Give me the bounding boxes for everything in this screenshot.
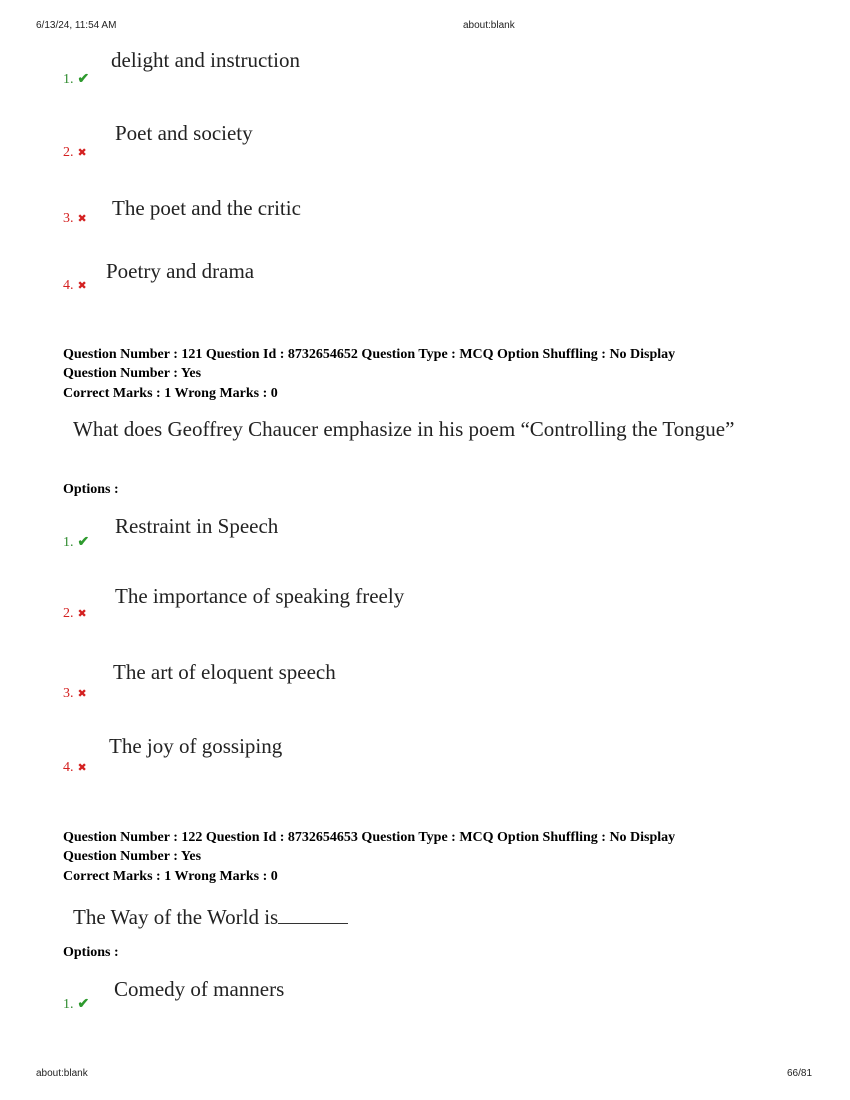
print-datetime: 6/13/24, 11:54 AM bbox=[36, 20, 117, 31]
option-text: The joy of gossiping bbox=[109, 734, 283, 758]
option-item bbox=[63, 46, 763, 86]
option-item bbox=[63, 584, 763, 624]
option-text: Restraint in Speech bbox=[115, 514, 279, 538]
option-text: Poet and society bbox=[115, 121, 253, 145]
option-number: 2. ✖ bbox=[63, 145, 87, 160]
option-text: Comedy of manners bbox=[114, 977, 285, 1001]
option-number: 1. ✔ bbox=[63, 72, 90, 87]
question-text: What does Geoffrey Chaucer emphasize in his poem “Controlling the Tongue” bbox=[73, 417, 735, 441]
options-label: Options : bbox=[63, 945, 119, 960]
question-meta bbox=[63, 829, 675, 887]
cross-icon: ✖ bbox=[77, 213, 87, 225]
question-display-line: Question Number : Yes bbox=[63, 848, 202, 864]
marks-line: Correct Marks : 1 Wrong Marks : 0 bbox=[63, 386, 278, 401]
option-number: 2. ✖ bbox=[63, 606, 87, 621]
option-item bbox=[63, 258, 763, 298]
cross-icon: ✖ bbox=[77, 147, 87, 159]
option-number: 4. ✖ bbox=[63, 760, 87, 775]
cross-icon: ✖ bbox=[77, 608, 87, 620]
option-text: delight and instruction bbox=[111, 48, 300, 72]
option-number: 4. ✖ bbox=[63, 278, 87, 293]
question-display-line: Question Number : Yes bbox=[63, 365, 202, 381]
option-item bbox=[63, 196, 763, 236]
option-text: Poetry and drama bbox=[106, 259, 255, 283]
question-text bbox=[73, 904, 773, 931]
check-icon: ✔ bbox=[77, 535, 90, 550]
question-text-content: The Way of the World is bbox=[73, 905, 279, 929]
cross-icon: ✖ bbox=[77, 280, 87, 292]
option-item bbox=[63, 660, 763, 700]
print-url-header: about:blank bbox=[463, 20, 515, 31]
options-label: Options : bbox=[63, 482, 119, 497]
question-meta-line: Question Number : 122 Question Id : 8732654653 Question Type : MCQ Option Shuffling : No Display bbox=[63, 830, 676, 845]
option-item bbox=[63, 734, 763, 774]
option-item bbox=[63, 976, 763, 1016]
option-number: 1. ✔ bbox=[63, 997, 90, 1012]
cross-icon: ✖ bbox=[77, 688, 87, 700]
question-meta bbox=[63, 346, 675, 404]
option-text: The art of eloquent speech bbox=[113, 660, 336, 684]
option-text: The poet and the critic bbox=[112, 196, 301, 220]
print-url-footer: about:blank bbox=[36, 1068, 88, 1079]
option-item bbox=[63, 513, 763, 553]
question-meta-line: Question Number : 121 Question Id : 8732654652 Question Type : MCQ Option Shuffling : No Display bbox=[63, 347, 676, 362]
cross-icon: ✖ bbox=[77, 762, 87, 774]
option-number: 3. ✖ bbox=[63, 686, 87, 701]
check-icon: ✔ bbox=[77, 997, 90, 1012]
check-icon: ✔ bbox=[77, 72, 90, 87]
marks-line: Correct Marks : 1 Wrong Marks : 0 bbox=[63, 869, 278, 884]
option-number: 1. ✔ bbox=[63, 535, 90, 550]
option-number: 3. ✖ bbox=[63, 211, 87, 226]
option-item bbox=[63, 120, 763, 160]
option-text: The importance of speaking freely bbox=[115, 584, 405, 608]
page-number: 66/81 bbox=[787, 1068, 813, 1079]
answer-blank bbox=[278, 905, 348, 924]
